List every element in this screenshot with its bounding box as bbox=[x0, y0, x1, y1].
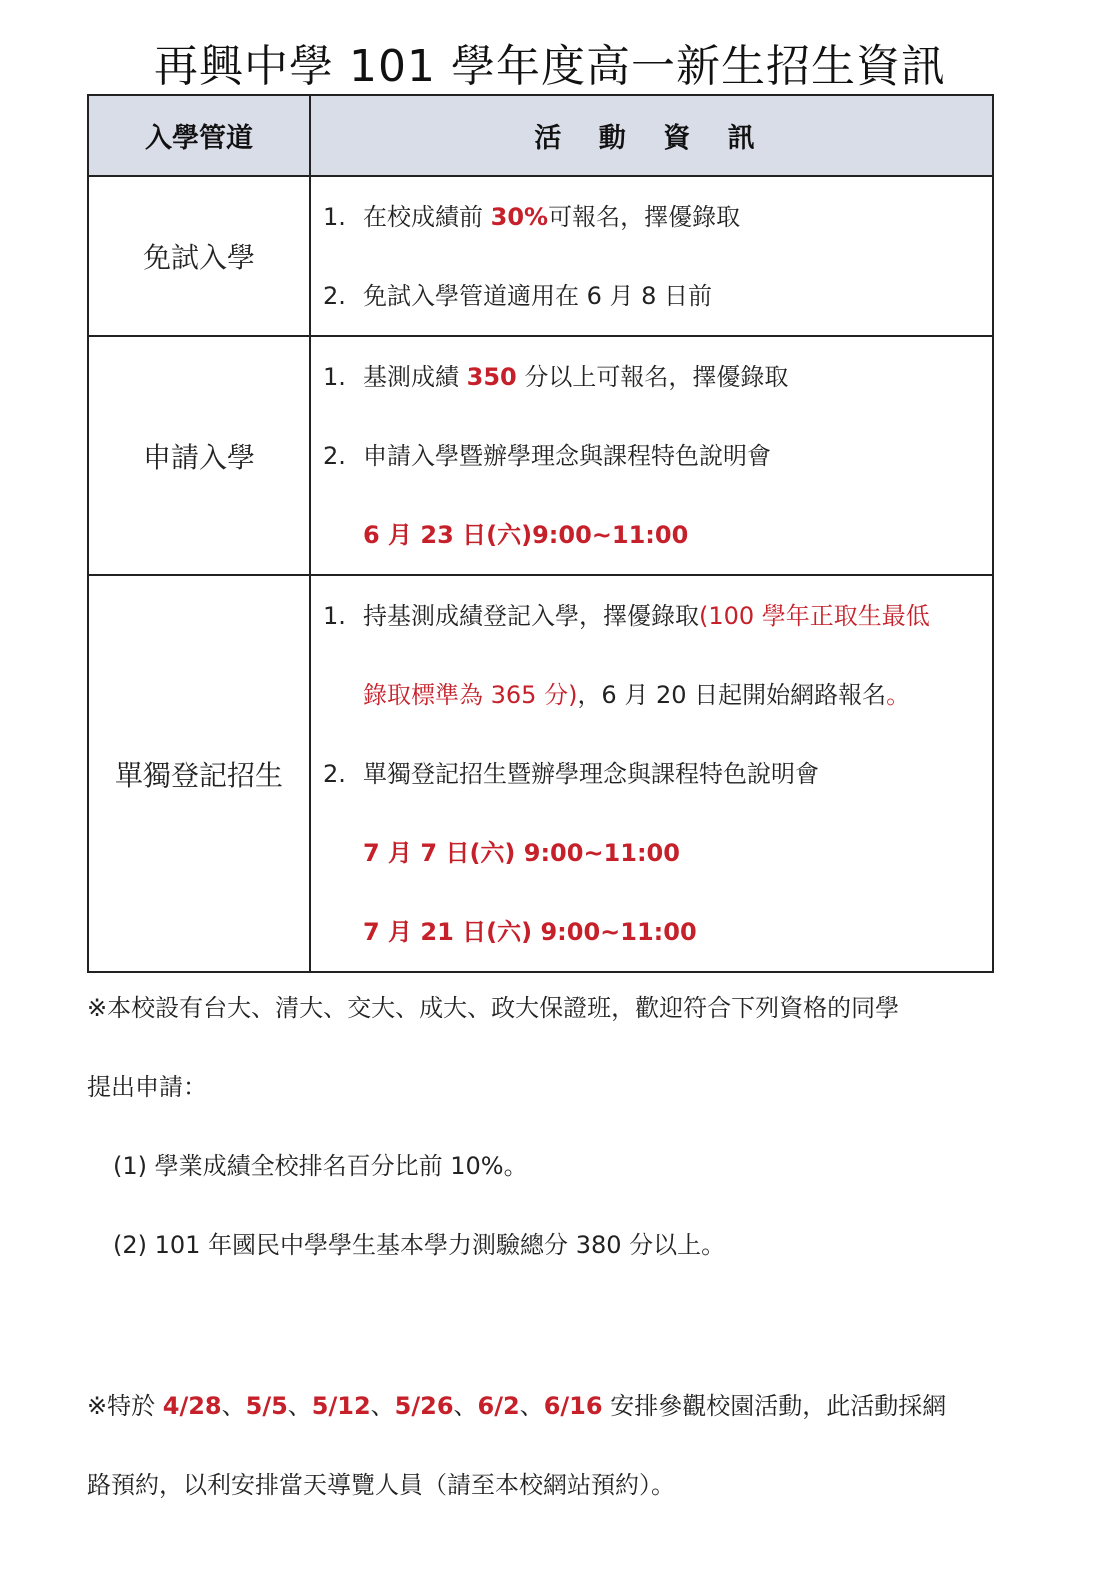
note-text: ※本校設有台大、清大、交大、成大、政大保證班，歡迎符合下列資格的同學 bbox=[87, 994, 900, 1022]
details-cell bbox=[310, 336, 993, 575]
list-item: 1. 持基測成績登記入學，擇優錄取(100 學年正取生最低 bbox=[323, 602, 930, 630]
highlight-text: 錄取標準為 365 分) bbox=[363, 681, 578, 709]
channel-cell: 免試入學 bbox=[88, 176, 310, 336]
tour-date: 5/12 bbox=[311, 1392, 371, 1420]
table-header-row bbox=[88, 95, 993, 176]
requirement-item: (2) 101 年國民中學學生基本學力測驗總分 380 分以上。 bbox=[113, 1231, 726, 1259]
channel-cell: 申請入學 bbox=[88, 336, 310, 575]
tour-date: 5/5 bbox=[245, 1392, 288, 1420]
event-date: 7 月 7 日(六) 9:00~11:00 bbox=[363, 839, 680, 867]
tour-date: 5/26 bbox=[394, 1392, 454, 1420]
list-item: 2. 免試入學管道適用在 6 月 8 日前 bbox=[323, 282, 713, 310]
highlight-value: 30% bbox=[490, 203, 549, 231]
page-title: 再興中學 101 學年度高一新生招生資訊 bbox=[154, 41, 946, 92]
tour-date: 6/16 bbox=[543, 1392, 603, 1420]
highlight-text: (100 學年正取生最低 bbox=[699, 602, 930, 630]
campus-tour-note bbox=[87, 1388, 1007, 1546]
event-date: 7 月 21 日(六) 9:00~11:00 bbox=[363, 918, 697, 946]
list-item: 1. 在校成績前 30%可報名，擇優錄取 bbox=[323, 203, 741, 231]
list-item-continued: 錄取標準為 365 分)，6 月 20 日起開始網路報名。 bbox=[363, 681, 911, 709]
table-row bbox=[88, 336, 993, 575]
channel-cell: 單獨登記招生 bbox=[88, 575, 310, 972]
table-row bbox=[88, 575, 993, 972]
details-cell bbox=[310, 575, 993, 972]
admission-table bbox=[87, 94, 994, 973]
guarantee-class-note bbox=[87, 990, 1007, 1306]
list-item: 2. 申請入學暨辦學理念與課程特色說明會 bbox=[323, 442, 771, 470]
details-cell bbox=[310, 176, 993, 336]
table-row bbox=[88, 176, 993, 336]
list-item: 2. 單獨登記招生暨辦學理念與課程特色說明會 bbox=[323, 760, 819, 788]
note-text: 提出申請： bbox=[87, 1073, 207, 1101]
tour-date: 4/28 bbox=[162, 1392, 222, 1420]
note-text: 路預約，以利安排當天導覽人員（請至本校網站預約）。 bbox=[87, 1471, 675, 1499]
event-date: 6 月 23 日(六)9:00~11:00 bbox=[363, 521, 689, 549]
note-text: ※特於 4/28、5/5、5/12、5/26、6/2、6/16 安排參觀校園活動，此活動採網 bbox=[87, 1392, 947, 1420]
tour-date: 6/2 bbox=[477, 1392, 520, 1420]
list-item: 1. 基測成績 350 分以上可報名，擇優錄取 bbox=[323, 363, 789, 391]
header-activity: 活 動 資 訊 bbox=[310, 95, 993, 176]
header-channel: 入學管道 bbox=[88, 95, 310, 176]
highlight-value: 350 bbox=[466, 363, 517, 391]
requirement-item: (1) 學業成績全校排名百分比前 10%。 bbox=[113, 1152, 528, 1180]
